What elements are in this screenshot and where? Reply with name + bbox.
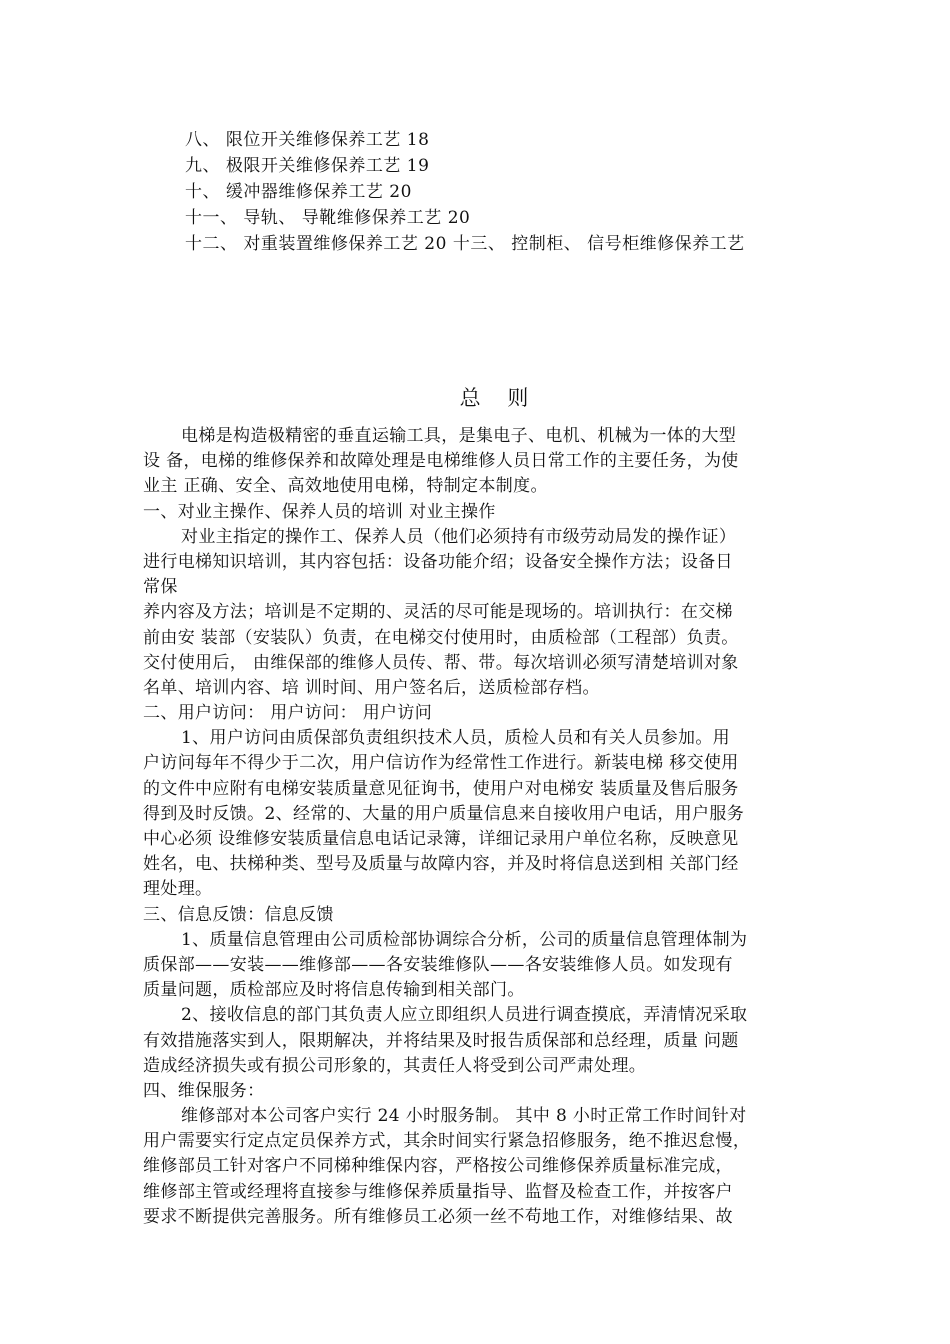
paragraph-line: 造成经济损失或有损公司形象的，其责任人将受到公司严肃处理。 — [143, 1055, 647, 1076]
paragraph-line: 质量问题，质检部应及时将信息传输到相关部门。 — [143, 980, 525, 1001]
paragraph-line: 姓名，电、扶梯种类、型号及质量与故障内容，并及时将信息送到相 关部门经 — [143, 854, 739, 875]
paragraph-line: 维修部员工针对客户不同梯种维保内容，严格按公司维修保养质量标准完成， — [143, 1156, 733, 1177]
section-heading: 四、维保服务： — [143, 1080, 265, 1101]
paragraph-line: 养内容及方法；培训是不定期的、灵活的尽可能是现场的。培训执行：在交梯 — [143, 602, 733, 623]
paragraph-line: 设 备，电梯的维修保养和故障处理是电梯维修人员日常工作的主要任务，为使 — [143, 451, 739, 472]
section-title: 总 则 — [459, 386, 539, 410]
toc-item: 十、 缓冲器维修保养工艺 20 — [185, 182, 412, 202]
paragraph-line: 理处理。 — [143, 879, 213, 900]
paragraph-line: 要求不断提供完善服务。所有维修员工必须一丝不苟地工作，对维修结果、故 — [143, 1206, 733, 1227]
section-heading: 一、对业主操作、保养人员的培训 对业主操作 — [143, 501, 496, 522]
paragraph-line: 进行电梯知识培训，其内容包括：设备功能介绍；设备安全操作方法；设备日 — [143, 551, 733, 572]
document-body — [143, 424, 811, 1230]
paragraph-line: 得到及时反馈。2、经常的、大量的用户质量信息来自接收用户电话，用户服务 — [143, 803, 745, 824]
paragraph-line: 户访问每年不得少于二次，用户信访作为经常性工作进行。新装电梯 移交使用 — [143, 753, 739, 774]
section-heading: 三、信息反馈：信息反馈 — [143, 904, 334, 925]
paragraph-line: 前由安 装部（安装队）负责，在电梯交付使用时，由质检部（工程部）负责。 — [143, 627, 739, 648]
toc-item: 十一、 导轨、 导靴维修保养工艺 20 — [185, 208, 471, 228]
toc-item: 十二、 对重装置维修保养工艺 20 十三、 控制柜、 信号柜维修保养工艺 — [185, 234, 745, 254]
paragraph-line: 用户需要实行定点定员保养方式，其余时间实行紧急招修服务，绝不推迟怠慢， — [143, 1131, 751, 1152]
paragraph-line: 质保部——安装——维修部——各安装维修队——各安装维修人员。如发现有 — [143, 954, 733, 975]
paragraph-line: 名单、培训内容、培 训时间、用户签名后，送质检部存档。 — [143, 677, 600, 698]
paragraph-line: 有效措施落实到人，限期解决，并将结果及时报告质保部和总经理，质量 问题 — [143, 1030, 739, 1051]
paragraph-line: 1、质量信息管理由公司质检部协调综合分析，公司的质量信息管理体制为 — [181, 929, 748, 950]
section-heading: 二、用户访问： 用户访问： 用户访问 — [143, 703, 433, 724]
paragraph-line: 维修部对本公司客户实行 24 小时服务制。 其中 8 小时正常工作时间针对 — [181, 1106, 747, 1127]
paragraph-line: 中心必须 设维修安装质量信息电话记录簿，详细记录用户单位名称，反映意见 — [143, 829, 739, 849]
toc-item: 八、 限位开关维修保养工艺 18 — [185, 130, 430, 150]
toc-item: 九、 极限开关维修保养工艺 19 — [185, 156, 430, 176]
paragraph-line: 1、用户访问由质保部负责组织技术人员，质检人员和有关人员参加。用 — [181, 728, 731, 749]
paragraph-line: 2、接收信息的部门其负责人应立即组织人员进行调查摸底，弄清情况采取 — [181, 1005, 748, 1026]
table-of-contents — [185, 127, 865, 257]
paragraph-line: 对业主指定的操作工、保养人员（他们必须持有市级劳动局发的操作证） — [181, 526, 737, 547]
paragraph-line: 的文件中应附有电梯安装质量意见征询书，使用户对电梯安 装质量及售后服务 — [143, 778, 739, 799]
paragraph-line: 交付使用后， 由维保部的维修人员传、帮、带。每次培训必须写清楚培训对象 — [143, 652, 739, 673]
paragraph-line: 常保 — [143, 577, 178, 598]
paragraph-line: 电梯是构造极精密的垂直运输工具，是集电子、电机、机械为一体的大型 — [181, 426, 737, 446]
paragraph-line: 维修部主管或经理将直接参与维修保养质量指导、监督及检查工作，并按客户 — [143, 1181, 733, 1202]
paragraph-line: 业主 正确、安全、高效地使用电梯，特制定本制度。 — [143, 476, 548, 497]
